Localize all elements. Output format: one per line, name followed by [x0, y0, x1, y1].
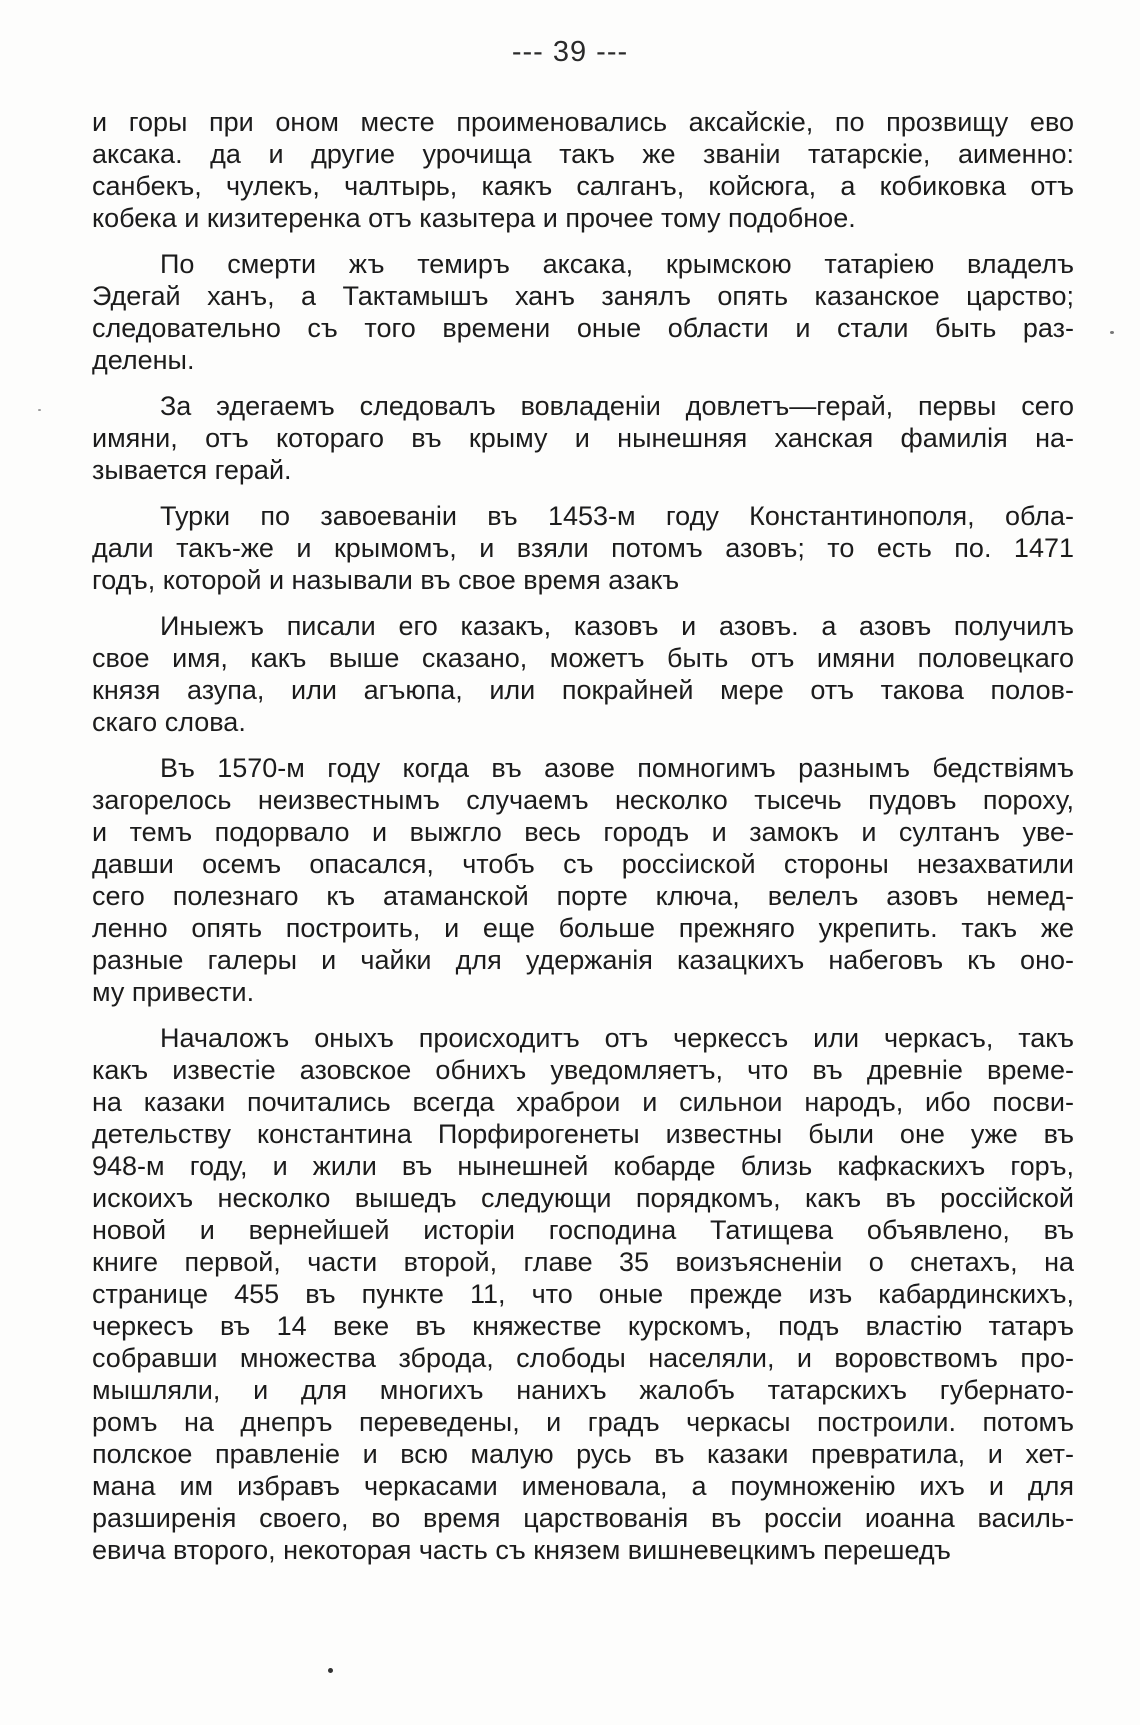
text-line: евича второго, некоторая часть съ князем вишневецкимъ перешедъ [92, 1535, 951, 1565]
text-line: свое имя, какъ выше сказано, можетъ быть отъ имяни половецкаго [92, 643, 1074, 673]
text-line: 948-м году, и жили въ нынешней кобарде близь кафкаскихъ горъ, [92, 1151, 1074, 1181]
text-line: книге первой, части второй, главе 35 воизъясненіи о снетахъ, на [92, 1247, 1074, 1277]
text-line: ромъ на днепръ переведены, и градъ черкасы построили. потомъ [92, 1407, 1074, 1437]
text-line: Началожъ оныхъ происходитъ отъ черкессъ или черкасъ, такъ [160, 1023, 1074, 1053]
text-line: мышляли, и для многихъ нанихъ жалобъ татарскихъ губернато- [92, 1375, 1074, 1405]
scan-speck [1110, 331, 1114, 334]
text-line: За эдегаемъ следовалъ вовладеніи довлетъ—герай, первы сего [160, 391, 1074, 421]
text-line: кобека и кизитеренка отъ казытера и прочее тому подобное. [92, 203, 856, 233]
text-line: давши осемъ опасался, чтобъ съ россіиской стороны незахватили [92, 849, 1074, 879]
scan-speck [38, 409, 41, 411]
text-line: санбекъ, чулекъ, чалтырь, каякъ салганъ, койсюга, а кобиковка отъ [92, 171, 1074, 201]
paragraph [92, 610, 1074, 738]
page-number: --- 39 --- [511, 36, 629, 68]
text-line: аксака. да и другие урочища такъ же званіи татарскіе, аименно: [92, 139, 1074, 169]
text-line: новой и вернейшей исторіи господина Татищева объявлено, въ [92, 1215, 1074, 1245]
body-text [92, 106, 1074, 1580]
text-line: полское правленіе и всю малую русь въ казаки превратила, и хет- [92, 1439, 1074, 1469]
text-line: собравши множества зброда, слободы населяли, и воровствомъ про- [92, 1343, 1074, 1373]
text-line: скаго слова. [92, 707, 246, 737]
text-line: му привести. [92, 977, 255, 1007]
text-line: и темъ подорвало и выжгло весь городъ и замокъ и султанъ уве- [92, 817, 1074, 847]
text-line: зывается герай. [92, 455, 292, 485]
paragraph [92, 106, 1074, 234]
text-line: следовательно съ того времени оные области и стали быть раз- [92, 313, 1074, 343]
text-line: делены. [92, 345, 195, 375]
text-line: князя азупа, или агъюпа, или покрайней мере отъ такова полов- [92, 675, 1074, 705]
text-line: имяни, отъ котораго въ крыму и нынешняя ханская фамилія на- [92, 423, 1074, 453]
text-line: разные галеры и чайки для удержанія казацкихъ набеговъ къ оно- [92, 945, 1074, 975]
text-line: ленно опять построить, и еще больше прежняго укрепить. такъ же [92, 913, 1074, 943]
text-line: какъ известіе азовское обнихъ уведомляетъ, что въ древніе време- [92, 1055, 1074, 1085]
text-line: загорелось неизвестнымъ случаемъ несколко тысечь пудовъ пороху, [92, 785, 1074, 815]
text-line: и горы при оном месте проименовались аксайскіе, по прозвищу ево [92, 107, 1074, 137]
paragraph [92, 752, 1074, 1008]
paragraph [92, 248, 1074, 376]
text-line: годъ, которой и называли въ свое время азакъ [92, 565, 680, 595]
text-line: детельству константина Порфирогенеты известны были оне уже въ [92, 1119, 1074, 1149]
text-line: странице 455 въ пункте 11, что оные прежде изъ кабардинскихъ, [92, 1279, 1074, 1309]
text-line: искоихъ несколко вышедъ следующи порядкомъ, какъ въ россійской [92, 1183, 1074, 1213]
paragraph [92, 390, 1074, 486]
text-line: на казаки почитались всегда храброи и сильнои народъ, ибо посви- [92, 1087, 1074, 1117]
paragraph [92, 1022, 1074, 1566]
text-line: разширенія своего, во время царствованія въ россіи иоанна василь- [92, 1503, 1074, 1533]
text-line: По смерти жъ темиръ аксака, крымскою татаріею владелъ [160, 249, 1074, 279]
scan-speck [328, 1668, 333, 1673]
text-line: сего полезнаго къ атаманской порте ключа, велелъ азовъ немед- [92, 881, 1074, 911]
text-line: Въ 1570-м году когда въ азове помногимъ разнымъ бедствіямъ [160, 753, 1074, 783]
text-line: мана им избравъ черкасами именовала, а поумноженію ихъ и для [92, 1471, 1074, 1501]
text-line: дали такъ-же и крымомъ, и взяли потомъ азовъ; то есть по. 1471 [92, 533, 1074, 563]
text-line: Турки по завоеваніи въ 1453-м году Константинополя, обла- [160, 501, 1074, 531]
text-line: Эдегай ханъ, а Тактамышъ ханъ занялъ опять казанское царство; [92, 281, 1074, 311]
text-line: черкесъ въ 14 веке въ княжестве курскомъ, подъ властію татаръ [92, 1311, 1074, 1341]
paragraph [92, 500, 1074, 596]
text-line: Иныежъ писали его казакъ, казовъ и азовъ. а азовъ получилъ [160, 611, 1074, 641]
